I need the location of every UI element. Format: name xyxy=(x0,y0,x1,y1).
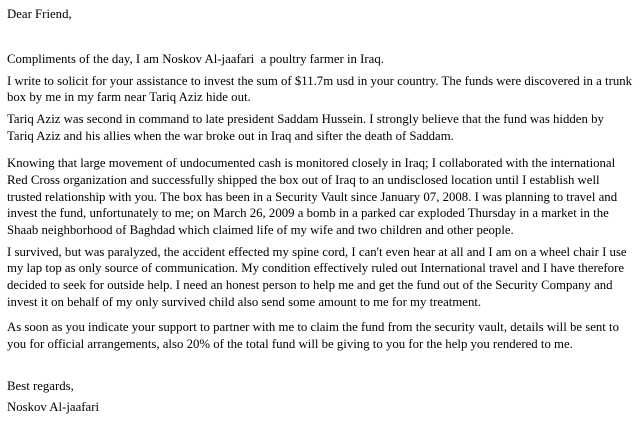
paragraph-introduction xyxy=(7,51,640,68)
text-line: invest the fund, unfortunately to me; on March 26, 2009 a bomb in a parked car exploded Thursday in a market in the xyxy=(7,206,609,221)
text-line: my lap top as only source of communication. My condition effectively ruled out International travel and I have therefore xyxy=(7,261,625,276)
text-line: Red Cross organization and successfully shipped the box out of Iraq to an undisclosed location until I establish well xyxy=(7,172,600,187)
text-line: Best regards, xyxy=(7,379,74,394)
paragraph-signature xyxy=(7,399,640,416)
text-line: Noskov Al-jaafari xyxy=(7,400,100,415)
text-line: decided to seek for outside help. I need an honest person to help me and get the fund out of the Security Company and xyxy=(7,277,613,292)
text-line: invest it on behalf of my only survived child also send some amount to me for my treatment. xyxy=(7,294,482,309)
text-line: Shaab neighborhood of Baghdad which claimed life of my wife and two children and other people. xyxy=(7,223,514,238)
paragraph-tariq-aziz-background xyxy=(7,111,640,144)
paragraph-shipping-story xyxy=(7,155,640,239)
paragraph-closing xyxy=(7,378,640,395)
text-line: I survived, but was paralyzed, the accident effected my spine cord, I can't even hear at all and I am on a wheel chair I use xyxy=(7,244,627,259)
paragraph-solicitation xyxy=(7,73,640,106)
text-line: I write to solicit for your assistance to invest the sum of $11.7m usd in your country. The funds were discovered in a trunk xyxy=(7,73,633,88)
letter-body xyxy=(7,6,640,416)
text-line: Knowing that large movement of undocumented cash is monitored closely in Iraq; I collaborated with the international xyxy=(7,156,616,171)
text-line: Compliments of the day, I am Noskov Al-jaafari a poultry farmer in Iraq. xyxy=(7,52,384,67)
text-line: trusted relationship with you. The box has been in a Security Vault since January 07, 2008. I was planning to travel and xyxy=(7,189,618,204)
text-line: As soon as you indicate your support to partner with me to claim the fund from the security vault, details will be sent to xyxy=(7,320,619,335)
paragraph-survival-story xyxy=(7,244,640,311)
text-line: box by me in my farm near Tariq Aziz hide out. xyxy=(7,90,251,105)
text-line: Dear Friend, xyxy=(7,7,72,21)
text-line: Tariq Aziz was second in command to late president Saddam Hussein. I strongly believe that the fund was hidden by xyxy=(7,111,604,126)
text-line: you for official arrangements, also 20% of the total fund will be giving to you for the help you rendered to me. xyxy=(7,337,573,352)
paragraph-salutation xyxy=(7,6,640,23)
text-line: Tariq Aziz and his allies when the war broke out in Iraq and sifter the death of Saddam. xyxy=(7,128,454,143)
paragraph-offer xyxy=(7,319,640,352)
